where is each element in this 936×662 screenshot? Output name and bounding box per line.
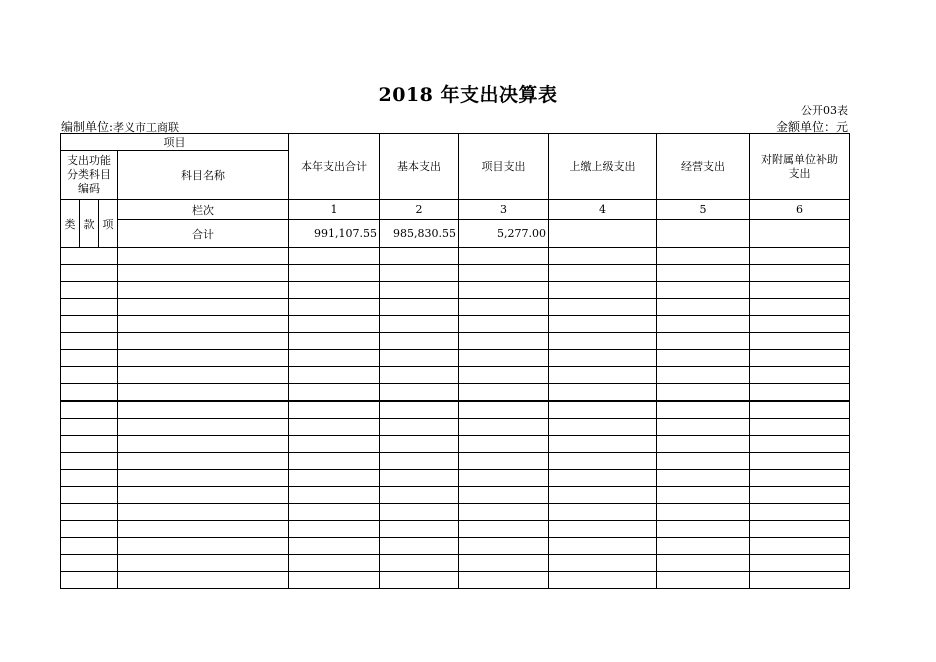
empty-cell: [549, 572, 657, 589]
empty-cell: [750, 316, 850, 333]
cat-lei-header: 类: [61, 200, 80, 248]
empty-cell: [459, 367, 549, 384]
empty-cell: [289, 248, 380, 265]
empty-cell: [549, 350, 657, 367]
index-cell: 2: [380, 200, 459, 220]
col-header-project: 项目支出: [459, 134, 549, 200]
empty-cell: [61, 572, 118, 589]
empty-cell: [657, 572, 750, 589]
header-item: 项目: [61, 134, 289, 151]
empty-cell: [459, 384, 549, 402]
func-code-header: 支出功能分类科目编码: [61, 151, 118, 200]
empty-cell: [118, 487, 289, 504]
empty-cell: [118, 316, 289, 333]
empty-cell: [380, 504, 459, 521]
empty-cell: [459, 419, 549, 436]
empty-cell: [380, 436, 459, 453]
index-cell: 5: [657, 200, 750, 220]
empty-cell: [61, 555, 118, 572]
empty-cell: [657, 453, 750, 470]
empty-cell: [750, 572, 850, 589]
empty-cell: [289, 265, 380, 282]
total-cell: [750, 220, 850, 248]
empty-cell: [459, 555, 549, 572]
empty-cell: [459, 504, 549, 521]
empty-table-row: [61, 367, 850, 384]
empty-cell: [118, 367, 289, 384]
empty-cell: [380, 470, 459, 487]
empty-cell: [657, 504, 750, 521]
empty-cell: [380, 521, 459, 538]
empty-cell: [750, 453, 850, 470]
empty-table-row: [61, 538, 850, 555]
empty-cell: [657, 555, 750, 572]
empty-cell: [380, 487, 459, 504]
empty-cell: [289, 333, 380, 350]
expenditure-table: [60, 133, 850, 589]
empty-cell: [750, 487, 850, 504]
empty-cell: [657, 487, 750, 504]
empty-cell: [61, 333, 118, 350]
index-label: 栏次: [118, 200, 289, 220]
empty-cell: [750, 265, 850, 282]
empty-cell: [61, 521, 118, 538]
empty-cell: [61, 316, 118, 333]
cat-kuan-header: 款: [80, 200, 99, 248]
empty-cell: [459, 487, 549, 504]
empty-cell: [549, 316, 657, 333]
empty-cell: [61, 487, 118, 504]
empty-cell: [459, 453, 549, 470]
empty-cell: [459, 265, 549, 282]
empty-cell: [380, 299, 459, 316]
empty-cell: [750, 401, 850, 419]
document-code: 公开03表: [801, 104, 848, 117]
empty-cell: [61, 419, 118, 436]
empty-table-row: [61, 555, 850, 572]
empty-table-row: [61, 401, 850, 419]
empty-cell: [61, 350, 118, 367]
empty-cell: [61, 470, 118, 487]
empty-cell: [657, 248, 750, 265]
empty-cell: [118, 265, 289, 282]
empty-cell: [549, 401, 657, 419]
empty-cell: [657, 401, 750, 419]
empty-cell: [61, 453, 118, 470]
empty-cell: [289, 299, 380, 316]
empty-cell: [549, 436, 657, 453]
empty-cell: [380, 248, 459, 265]
empty-cell: [459, 299, 549, 316]
empty-cell: [380, 350, 459, 367]
empty-cell: [750, 282, 850, 299]
empty-table-row: [61, 470, 850, 487]
empty-cell: [118, 333, 289, 350]
empty-cell: [61, 504, 118, 521]
empty-cell: [549, 282, 657, 299]
empty-cell: [289, 504, 380, 521]
empty-cell: [289, 350, 380, 367]
empty-cell: [549, 538, 657, 555]
empty-cell: [750, 333, 850, 350]
empty-cell: [459, 282, 549, 299]
empty-cell: [289, 470, 380, 487]
index-cell: 6: [750, 200, 850, 220]
empty-cell: [289, 316, 380, 333]
empty-cell: [118, 555, 289, 572]
empty-table-row: [61, 521, 850, 538]
empty-cell: [459, 316, 549, 333]
empty-cell: [750, 248, 850, 265]
empty-cell: [549, 504, 657, 521]
empty-table-row: [61, 487, 850, 504]
empty-cell: [118, 521, 289, 538]
empty-cell: [61, 299, 118, 316]
empty-cell: [750, 470, 850, 487]
empty-cell: [61, 248, 118, 265]
index-cell: 4: [549, 200, 657, 220]
empty-cell: [657, 350, 750, 367]
empty-cell: [657, 316, 750, 333]
empty-cell: [657, 470, 750, 487]
empty-table-row: [61, 419, 850, 436]
empty-cell: [118, 436, 289, 453]
empty-cell: [118, 470, 289, 487]
total-label: 合计: [118, 220, 289, 248]
empty-cell: [380, 384, 459, 402]
empty-cell: [289, 555, 380, 572]
index-cell: 3: [459, 200, 549, 220]
empty-cell: [289, 436, 380, 453]
empty-cell: [459, 538, 549, 555]
empty-table-row: [61, 316, 850, 333]
empty-table-row: [61, 350, 850, 367]
empty-table-row: [61, 282, 850, 299]
empty-cell: [289, 367, 380, 384]
cat-xiang-header: 项: [99, 200, 118, 248]
empty-cell: [61, 436, 118, 453]
empty-table-row: [61, 504, 850, 521]
empty-cell: [459, 521, 549, 538]
empty-cell: [549, 265, 657, 282]
empty-cell: [118, 350, 289, 367]
empty-cell: [750, 504, 850, 521]
col-header-total: 本年支出合计: [289, 134, 380, 200]
empty-cell: [118, 384, 289, 402]
empty-cell: [61, 367, 118, 384]
compiling-unit-label: 编制单位:: [61, 120, 114, 134]
empty-cell: [118, 419, 289, 436]
report-title: 2018 年支出决算表: [378, 84, 558, 106]
empty-cell: [380, 333, 459, 350]
empty-table-row: [61, 333, 850, 350]
empty-cell: [459, 333, 549, 350]
total-cell: [657, 220, 750, 248]
col-header-operating: 经营支出: [657, 134, 750, 200]
empty-cell: [549, 555, 657, 572]
empty-cell: [61, 401, 118, 419]
empty-cell: [657, 333, 750, 350]
empty-cell: [657, 436, 750, 453]
empty-table-row: [61, 453, 850, 470]
empty-cell: [380, 282, 459, 299]
empty-cell: [61, 282, 118, 299]
empty-cell: [750, 367, 850, 384]
empty-cell: [459, 350, 549, 367]
empty-cell: [380, 401, 459, 419]
empty-cell: [289, 453, 380, 470]
empty-cell: [118, 572, 289, 589]
empty-cell: [61, 538, 118, 555]
empty-table-row: [61, 572, 850, 589]
index-cell: 1: [289, 200, 380, 220]
total-cell: 5,277.00: [459, 220, 549, 248]
empty-cell: [657, 282, 750, 299]
empty-cell: [549, 470, 657, 487]
total-cell: [549, 220, 657, 248]
empty-cell: [549, 453, 657, 470]
empty-cell: [118, 299, 289, 316]
empty-cell: [118, 282, 289, 299]
empty-cell: [61, 384, 118, 402]
empty-cell: [289, 572, 380, 589]
compiling-unit-name: 孝义市工商联: [113, 121, 180, 134]
amount-unit: 金额单位：元: [775, 120, 848, 134]
empty-cell: [459, 248, 549, 265]
empty-cell: [750, 436, 850, 453]
empty-table-row: [61, 299, 850, 316]
empty-cell: [657, 265, 750, 282]
col-header-basic: 基本支出: [380, 134, 459, 200]
subject-name-header: 科目名称: [118, 151, 289, 200]
empty-cell: [380, 316, 459, 333]
empty-cell: [118, 453, 289, 470]
empty-cell: [549, 248, 657, 265]
empty-cell: [459, 436, 549, 453]
empty-cell: [118, 538, 289, 555]
empty-cell: [118, 504, 289, 521]
empty-cell: [549, 419, 657, 436]
empty-cell: [549, 367, 657, 384]
empty-cell: [289, 282, 380, 299]
empty-table-row: [61, 436, 850, 453]
empty-cell: [459, 401, 549, 419]
empty-cell: [380, 453, 459, 470]
empty-cell: [750, 555, 850, 572]
empty-cell: [61, 265, 118, 282]
empty-cell: [657, 419, 750, 436]
empty-table-row: [61, 248, 850, 265]
empty-cell: [750, 521, 850, 538]
empty-cell: [657, 538, 750, 555]
empty-cell: [657, 367, 750, 384]
empty-cell: [289, 419, 380, 436]
empty-table-row: [61, 384, 850, 402]
empty-cell: [289, 487, 380, 504]
empty-cell: [380, 367, 459, 384]
empty-cell: [289, 538, 380, 555]
empty-cell: [289, 521, 380, 538]
empty-cell: [549, 299, 657, 316]
empty-table-row: [61, 265, 850, 282]
empty-cell: [459, 470, 549, 487]
empty-cell: [380, 419, 459, 436]
empty-cell: [750, 538, 850, 555]
empty-cell: [289, 384, 380, 402]
empty-cell: [380, 555, 459, 572]
total-cell: 985,830.55: [380, 220, 459, 248]
empty-cell: [750, 350, 850, 367]
empty-cell: [459, 572, 549, 589]
empty-cell: [380, 572, 459, 589]
empty-cell: [750, 384, 850, 402]
empty-cell: [549, 521, 657, 538]
empty-cell: [750, 419, 850, 436]
empty-cell: [549, 487, 657, 504]
col-header-subsidy: 对附属单位补助支出: [750, 134, 850, 200]
empty-cell: [549, 384, 657, 402]
empty-cell: [657, 384, 750, 402]
empty-cell: [380, 538, 459, 555]
empty-cell: [549, 333, 657, 350]
empty-cell: [750, 299, 850, 316]
empty-cell: [118, 248, 289, 265]
empty-cell: [289, 401, 380, 419]
total-cell: 991,107.55: [289, 220, 380, 248]
col-header-upper: 上缴上级支出: [549, 134, 657, 200]
empty-cell: [657, 521, 750, 538]
empty-cell: [657, 299, 750, 316]
empty-cell: [380, 265, 459, 282]
empty-cell: [118, 401, 289, 419]
